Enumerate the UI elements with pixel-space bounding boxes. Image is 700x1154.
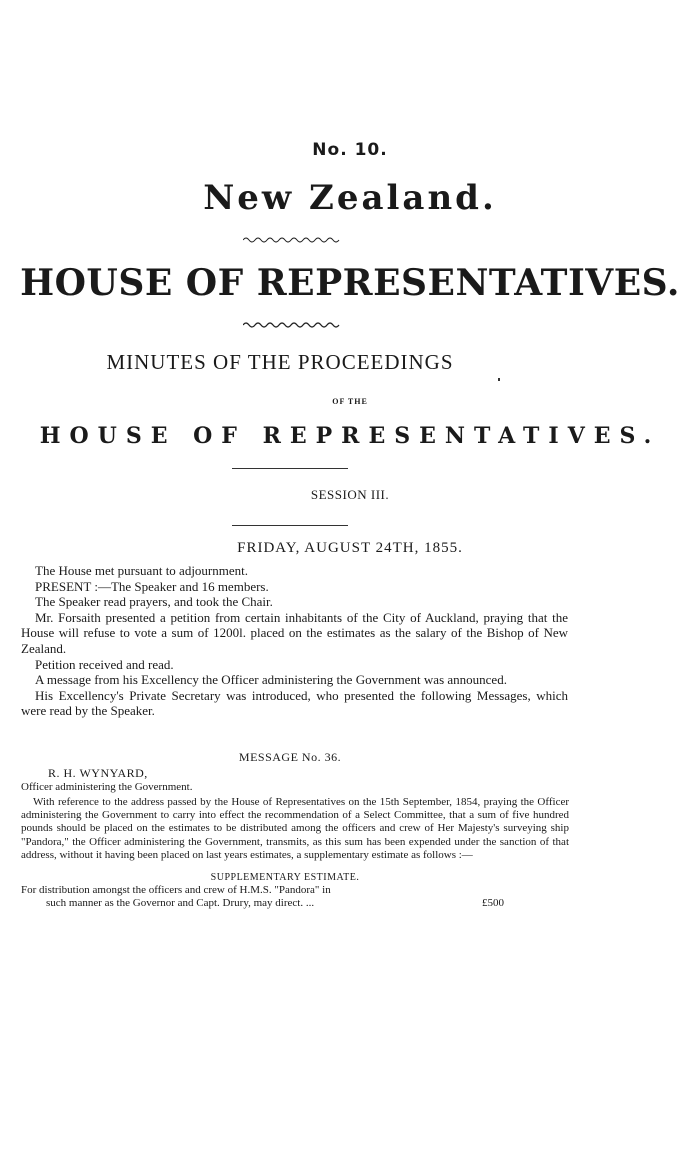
ink-speck [498,378,500,381]
of-the-label: OF THE [332,397,368,406]
paper-number: No. 10. [312,140,388,160]
minutes-title: MINUTES OF THE PROCEEDINGS [106,350,454,374]
house-subtitle: HOUSE OF REPRESENTATIVES. [39,423,661,449]
supplementary-heading: SUPPLEMENTARY ESTIMATE. [210,872,360,883]
message-body [21,796,569,862]
divider-rule [232,468,348,469]
proceeding-paragraph: PRESENT :—The Speaker and 16 members. [35,578,269,594]
ornament-squiggle [243,320,343,330]
proceedings-text [21,563,568,719]
proceeding-paragraph: The House met pursuant to adjournment. [35,563,249,578]
proceeding-paragraph: Mr. Forsaith presented a petition from certain inhabitants of the City of Auckland, praying that the House will refuse to vote a sum of 1200l. placed on the estimates as the salary of the Bishop of New Zealand. [21,609,568,656]
divider-rule [232,525,348,526]
message-title: MESSAGE No. 36. [238,750,342,764]
proceeding-paragraph: Petition received and read. [35,656,174,672]
sitting-date: FRIDAY, AUGUST 24TH, 1855. [237,540,463,556]
message-signer: R. H. WYNYARD, [48,766,148,780]
proceeding-paragraph: A message from his Excellency the Officer administering the Government was announced. [35,672,507,688]
proceeding-paragraph: The Speaker read prayers, and took the Chair. [35,594,273,610]
proceeding-paragraph: His Excellency's Private Secretary was introduced, who presented the following Messages, which were read by the Speaker. [21,687,568,719]
country-title: New Zealand. [203,178,497,218]
message-paragraph: With reference to the address passed by the House of Representatives on the 15th September, 1854, praying the Officer administering the Government to carry into effect the recommendation of a Select Committee, that a sum of five hundred pounds should be placed on the estimates to be distributed among the officers and crew of Her Majesty's surveying ship "Pandora," the Officer administering the Government, transmits, as this sum has been expended under the sanction of that address, without it having been placed on last years estimates, a supplementary estimate as follows :— [21,796,569,861]
ornament-squiggle [243,236,343,244]
officer-title: Officer administering the Government. [21,781,193,793]
house-title: HOUSE OF REPRESENTATIVES. [20,262,680,304]
estimate-item-line: For distribution amongst the officers and crew of H.M.S. "Pandora" in [21,884,331,896]
estimate-item-line: such manner as the Governor and Capt. Drury, may direct. ... [46,897,315,909]
estimate-amount: £500 [482,897,504,909]
session-label: SESSION III. [310,487,390,502]
